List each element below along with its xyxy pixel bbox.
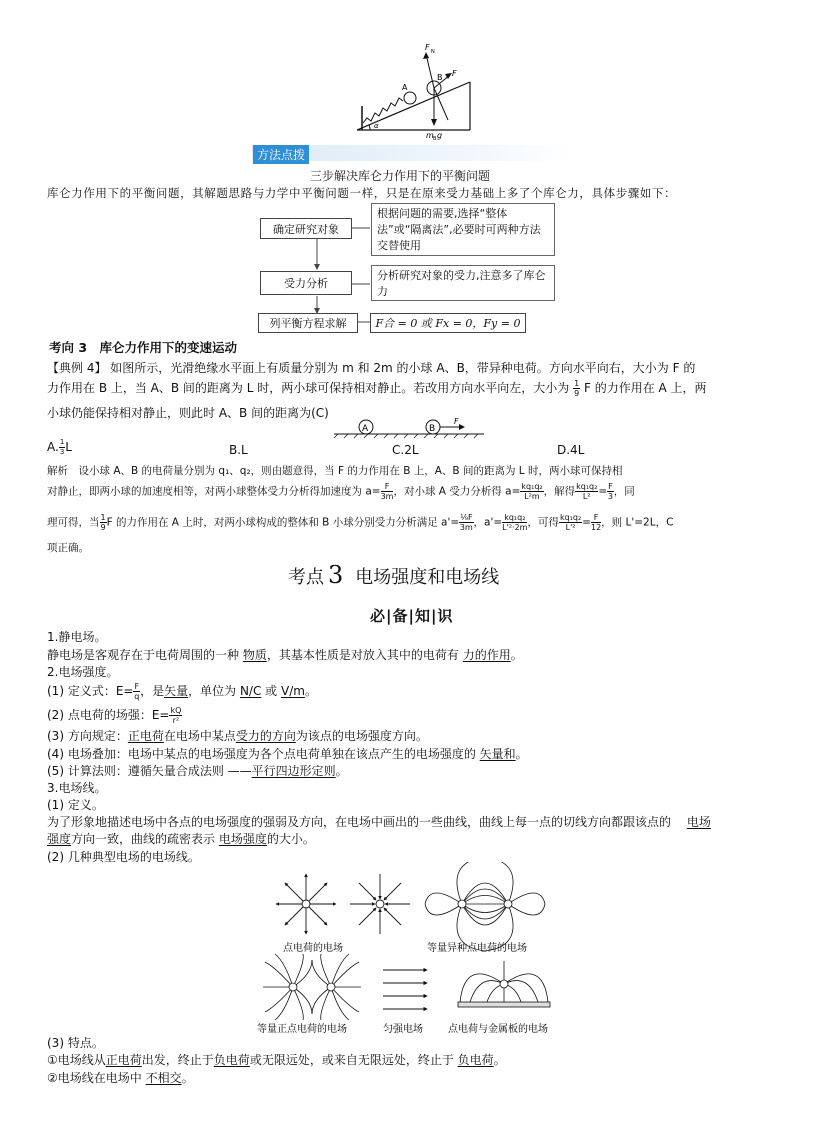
fig-ball-a: A [362, 424, 369, 434]
topic-subheading: 必|备|知|识 [370, 607, 454, 625]
fig-ball-b: B [429, 424, 436, 434]
option-b: B.L [229, 443, 248, 457]
k2-def-1: (1) 定义式：E= $\frac{F}{q}$ ，是矢量，单位为 N/C 或 V/m。 [47, 682, 317, 701]
example-text-2a: 力作用在 B 上，当 A、B 间的距离为 L 时，两小球可保持相对静止。若改用方向水平向左，大小为 [47, 381, 570, 395]
method-title: 三步解决库仑力作用下的平衡问题 [310, 169, 491, 183]
k3-def-line-1: 为了形象地描述电场中各点的电场强度的强弱及方向，在电场中画出的一些曲线，曲线上每一点的切线方向都跟该点的 电场 [47, 815, 711, 829]
k2-def-2: (2) 点电荷的场强：E= $\frac{kQ}{\text{r²}}$ [47, 706, 182, 725]
uniform-field [383, 970, 427, 1009]
weight-label-sub: B [433, 136, 437, 142]
example-text-2b: F 的力作用在 A 上，两 [584, 381, 707, 395]
equal-positive-field [263, 954, 361, 1020]
normal-force-label: F [425, 43, 430, 52]
flow-note-3: F合 = 0 或 Fx = 0，Fy = 0 [370, 313, 526, 333]
k3-features-heading: (3) 特点。 [47, 1036, 104, 1050]
option-a: A. $\frac{1}{3}$ L [47, 438, 72, 456]
k2-heading: 2.电场强度。 [47, 665, 119, 679]
negative-charge-field [350, 874, 410, 934]
fig-force-f: F [454, 417, 459, 426]
analysis-line-2: 对静止，即两小球的加速度相等，对两小球整体受力分析得加速度为 a= $\frac{F}{3m}$ ，对小球 A 受力分析得 a= $\frac{\text{kq₁q₂}}{\text{L²m}}$ ，解得 $\frac{\text{kq₁q₂}}{\text{L²}}$ = $\frac{F}{3}$ ，同 [47, 482, 635, 501]
method-intro: 库仑力作用下的平衡问题，其解题思路与力学中平衡问题一样，只是在原来受力基础上多了个库仑力，具体步骤如下： [47, 186, 677, 200]
k3-def-line-2: 强度方向一致，曲线的疏密表示 电场强度的大小。 [47, 832, 315, 846]
weight-label-m: m [426, 131, 434, 140]
charge-plate-field [458, 961, 550, 1007]
caption-uniform-field: 匀强电场 [383, 1024, 423, 1035]
k2-def-5: (5) 计算法则：遵循矢量合成法则 ——平行四边形定则。 [47, 764, 348, 778]
example-text-1: 如图所示，光滑绝缘水平面上有质量分别为 m 和 2m 的小球 A、B，带异种电荷。方向水平向右，大小为 F 的 [110, 361, 696, 375]
caption-point-charge: 点电荷的电场 [283, 943, 343, 954]
field-lines-figure [255, 862, 585, 1037]
opposite-charges-field [425, 862, 545, 951]
ball-a-label: A [402, 83, 408, 92]
analysis-line-1: 解析 设小球 A、B 的电荷量分别为 q₁、q₂，则由题意得，当 F 的力作用在 B 上，A、B 间的距离为 L 时，两小球可保持相 [47, 465, 623, 477]
incline-force-diagram [352, 42, 482, 142]
flow-step-3: 列平衡方程求解 [258, 313, 358, 333]
ball-b-label: B [437, 73, 443, 82]
k2-def-4: (4) 电场叠加：电场中某点的电场强度为各个点电荷单独在该点产生的电场强度的 矢量和。 [47, 747, 528, 761]
example-text-3: 小球仍能保持相对静止，则此时 A、B 间的距离为(C) [47, 406, 329, 420]
k3-heading: 3.电场线。 [47, 781, 107, 795]
flow-note-1: 根据问题的需要,选择“整体法”或“隔离法”,必要时可两种方法交替使用 [371, 203, 555, 256]
k3-types-heading: (2) 几种典型电场的电场线。 [47, 850, 200, 864]
k3-feature-2: ②电场线在电场中 不相交。 [47, 1071, 194, 1085]
normal-force-sub: N [431, 49, 435, 55]
positive-charge-field [276, 874, 336, 934]
option-c: C.2L [392, 443, 419, 457]
caption-opposite-charges: 等量异种点电荷的电场 [427, 943, 527, 954]
topic-heading: 考点 3 电场强度和电场线 [288, 561, 500, 589]
option-d: D.4L [557, 443, 585, 457]
k3-def-heading: (1) 定义。 [47, 798, 104, 812]
caption-charge-plate: 点电荷与金属板的电场 [448, 1024, 548, 1035]
weight-label-g: g [437, 131, 443, 140]
analysis-line-3: 理可得，当 $\frac{1}{9}$ F 的力作用在 A 上时，对两小球构成的整体和 B 小球分别受力分析满足 a'= $\frac{\text{⅑F}}{3m}$ ，a'= $\frac{\text{kq₁q₂}}{\text{L'²·2m}}$ ，可得 $\frac{\text{kq₁q₂}}{\text{L'²}}$ = $\frac{F}{12}$ ，则 L'=2L，C [47, 513, 674, 532]
example-line-1 [47, 359, 695, 376]
example-tag: 【典例 4】 [47, 361, 107, 375]
section-heading: 考向 3 库仑力作用下的变速运动 [49, 340, 238, 355]
method-tag: 方法点拨 [253, 145, 309, 164]
force-f-label: F [452, 69, 457, 78]
caption-equal-positive: 等量正点电荷的电场 [257, 1024, 347, 1035]
k3-feature-1: ①电场线从正电荷出发，终止于负电荷或无限远处，或来自无限远处，终止于 负电荷。 [47, 1053, 506, 1067]
example-line-2 [47, 379, 707, 398]
balls-on-surface-figure [332, 417, 487, 439]
k1-heading: 1.静电场。 [47, 630, 107, 644]
analysis-line-4: 项正确。 [47, 542, 89, 554]
k1-line: 静电场是客观存在于电荷周围的一种 物质，其基本性质是对放入其中的电荷有 力的作用。 [47, 648, 523, 662]
flow-step-1: 确定研究对象 [260, 218, 352, 239]
fraction-1-9: $\frac{1}{9}$ [574, 379, 580, 398]
k2-def-3: (3) 方向规定：正电荷在电场中某点受力的方向为该点的电场强度方向。 [47, 729, 428, 743]
flow-step-2: 受力分析 [260, 271, 352, 295]
flow-note-2: 分析研究对象的受力,注意多了库仑力 [371, 265, 555, 301]
angle-label: α [374, 122, 379, 130]
